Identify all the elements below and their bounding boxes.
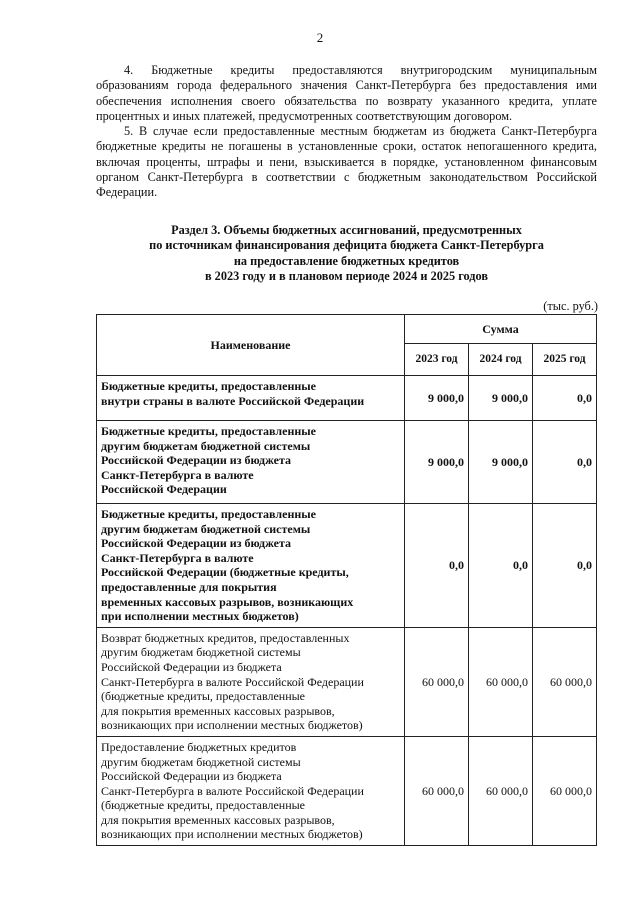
row-name-line: (бюджетные кредиты, предоставленные <box>101 689 305 704</box>
value-2024: 0,0 <box>469 504 533 628</box>
header-name: Наименование <box>97 315 405 376</box>
header-sum: Сумма <box>405 315 597 344</box>
row-name-line: временных кассовых разрывов, возникающих <box>101 594 354 609</box>
row-name-line: Бюджетные кредиты, предоставленные <box>101 424 316 438</box>
row-name <box>97 736 405 845</box>
value-2023: 9 000,0 <box>405 421 469 504</box>
row-name <box>97 504 405 628</box>
row-name <box>97 421 405 504</box>
section-title-line: на предоставление бюджетных кредитов <box>233 253 460 268</box>
row-name-line: для покрытия временных кассовых разрывов, <box>101 703 335 718</box>
row-name-line: возникающих при исполнении местных бюджетов) <box>101 827 363 842</box>
row-name-line: другим бюджетам бюджетной системы <box>101 438 311 453</box>
row-name-line: Бюджетные кредиты, предоставленные <box>101 379 316 393</box>
row-name-line: Российской Федерации из бюджета <box>101 769 282 784</box>
row-name-line: Российской Федерации из бюджета <box>101 536 291 551</box>
row-name-line: предоставленные для покрытия <box>101 579 277 594</box>
row-name-line: другим бюджетам бюджетной системы <box>101 754 301 769</box>
row-name-line: Санкт-Петербурга в валюте <box>101 550 254 565</box>
value-2025: 0,0 <box>533 421 597 504</box>
table-row <box>97 421 597 504</box>
value-2023: 0,0 <box>405 504 469 628</box>
row-name-line: внутри страны в валюте Российской Федерации <box>101 393 365 408</box>
row-name-line: Санкт-Петербурга в валюте Российской Федерации <box>101 674 364 689</box>
row-name <box>97 376 405 421</box>
row-name-line: Российской Федерации (бюджетные кредиты, <box>101 565 349 580</box>
section-title-line: в 2023 году и в плановом периоде 2024 и 2025 годов <box>204 268 489 283</box>
value-2025: 60 000,0 <box>533 736 597 845</box>
row-name <box>97 627 405 736</box>
row-name-line: (бюджетные кредиты, предоставленные <box>101 798 305 813</box>
table-row <box>97 736 597 845</box>
section-title <box>96 223 597 284</box>
row-name-line: Бюджетные кредиты, предоставленные <box>101 507 316 521</box>
paragraph-5: 5. В случае если предоставленные местным бюджетам из бюджета Санкт-Петербурга бюджетные кредиты не погашены в установленные сроки, остаток непогашенного кредита, включая проценты, штрафы и пени, взыскивается в порядке, установленном финансовым органом Санкт-Петербурга в соответствии с бюджетным законодательством Российской Федерации. <box>96 124 597 200</box>
units-label: (тыс. руб.) <box>543 299 598 313</box>
value-2023: 60 000,0 <box>405 736 469 845</box>
row-name-line: Российской Федерации из бюджета <box>101 659 282 674</box>
budget-table <box>96 314 597 846</box>
row-name-line: для покрытия временных кассовых разрывов, <box>101 812 335 827</box>
row-name-line: Санкт-Петербурга в валюте <box>101 467 254 482</box>
row-name-line: другим бюджетам бюджетной системы <box>101 521 311 536</box>
header-year-2024: 2024 год <box>469 344 533 376</box>
row-name-line: другим бюджетам бюджетной системы <box>101 645 301 660</box>
section-title-line: Раздел 3. Объемы бюджетных ассигнований, предусмотренных <box>171 223 522 237</box>
row-name-line: Предоставление бюджетных кредитов <box>101 739 297 754</box>
section-title-line: по источникам финансирования дефицита бюджета Санкт-Петербурга <box>149 238 544 253</box>
header-year-2025: 2025 год <box>533 344 597 376</box>
header-year-2023: 2023 год <box>405 344 469 376</box>
row-name-line: возникающих при исполнении местных бюджетов) <box>101 718 363 733</box>
row-name-line: Санкт-Петербурга в валюте Российской Федерации <box>101 783 364 798</box>
body-text <box>96 63 597 201</box>
row-name-line: Российской Федерации <box>101 482 227 497</box>
value-2025: 0,0 <box>533 504 597 628</box>
table-row <box>97 504 597 628</box>
value-2024: 9 000,0 <box>469 376 533 421</box>
value-2025: 0,0 <box>533 376 597 421</box>
table-row <box>97 627 597 736</box>
paragraph-4: 4. Бюджетные кредиты предоставляются внутригородским муниципальным образованиям города федерального значения Санкт-Петербурга без предоставления ими обеспечения исполнения своего обязательства по возврату указанного кредита, уплате процентных и иных платежей, предусмотренных соответствующим договором. <box>96 63 597 123</box>
row-name-line: Российской Федерации из бюджета <box>101 453 291 468</box>
value-2023: 60 000,0 <box>405 627 469 736</box>
row-name-line: Возврат бюджетных кредитов, предоставленных <box>101 630 350 645</box>
value-2025: 60 000,0 <box>533 627 597 736</box>
table-row <box>97 376 597 421</box>
value-2024: 60 000,0 <box>469 627 533 736</box>
value-2023: 9 000,0 <box>405 376 469 421</box>
row-name-line: при исполнении местных бюджетов) <box>101 609 299 624</box>
page-number: 2 <box>316 30 324 45</box>
value-2024: 60 000,0 <box>469 736 533 845</box>
value-2024: 9 000,0 <box>469 421 533 504</box>
